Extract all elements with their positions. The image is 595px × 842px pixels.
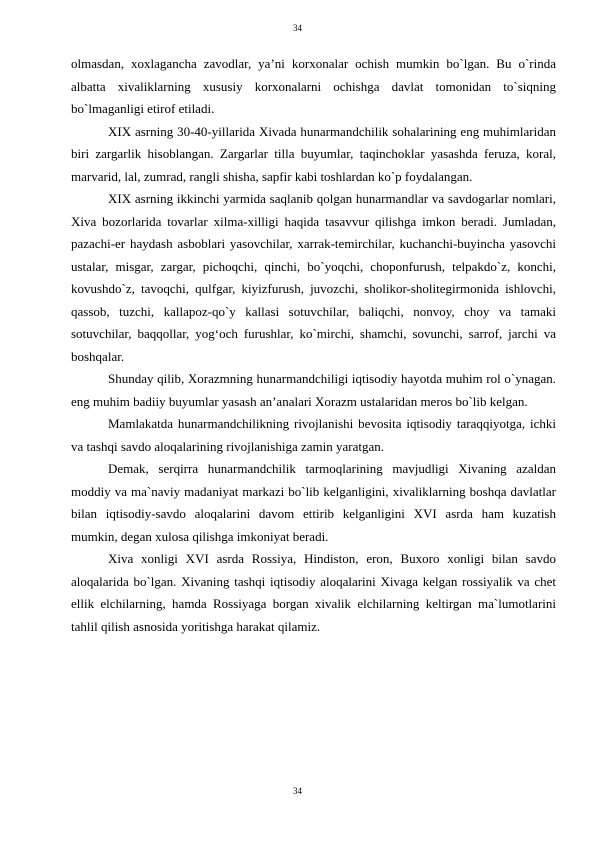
- paragraph-7: Xiva xonligi XVI asrda Rossiya, Hindiston, eron, Buxoro xonligi bilan savdo aloqalarida bo`lgan. Xivaning tashqi iqtisodiy aloqalarini Xivaga kelgan rossiyalik va chet ellik elchilarning, hamda Rossiyaga borgan xivalik elchilarning keltirgan ma`lumotlarini tahlil qilish asnosida yoritishga harakat qilamiz.: [71, 551, 556, 634]
- paragraph-6: Demak, serqirra hunarmandchilik tarmoqlarining mavjudligi Xivaning azaldan moddiy va ma`naviy madaniyat markazi bo`lib kelganligini, xivaliklarning boshqa davlatlar bilan iqtisodiy-savdo aloqalarini davom ettirib kelganligini XVI asrda ham kuzatish mumkin, degan xulosa qilishga imkoniyat beradi.: [71, 461, 556, 544]
- paragraph-4: Shunday qilib, Xorazmning hunarmandchiligi iqtisodiy hayotda muhim rol o`ynagan. eng muhim badiiy buyumlar yasash an’analari Xorazm ustalaridan meros bo`lib kelgan.: [71, 371, 556, 409]
- page-number-bottom: 34: [293, 786, 302, 796]
- paragraph-1: olmasdan, xoxlagancha zavodlar, ya’ni korxonalar ochish mumkin bo`lgan. Bu o`rinda albatta xivaliklarning xususiy korxonalarni ochishga davlat tomonidan to`siqning bo`lmaganligi etirof etiladi.: [71, 56, 556, 116]
- page-number-top: 34: [293, 23, 302, 33]
- paragraph-3: XIX asrning ikkinchi yarmida saqlanib qolgan hunarmandlar va savdogarlar nomlari, Xiva bozorlarida tovarlar xilma-xilligi haqida tasavvur qilishga imkon beradi. Jumladan, pazachi-er haydash asboblari yasovchilar, xarrak-temirchilar, kuchanchi-buyincha yasovchi ustalar, misgar, zargar, pichoqchi, qinchi, bo`yoqchi, choponfurush, telpakdo`z, konchi, kovushdo`z, tavoqchi, qulfgar, kiyizfurush, juvozchi, sholikor-sholitegirmonida ishlovchi, qassob, tuzchi, kallapoz-qo`y kallasi sotuvchilar, baliqchi, nonvoy, choy va tamaki sotuvchilar, baqqollar, yog‘och furushlar, ko`mirchi, shamchi, sovunchi, sarrof, jarchi va boshqalar.: [71, 191, 556, 364]
- document-body: [71, 53, 556, 638]
- paragraph-5: Mamlakatda hunarmandchilikning rivojlanishi bevosita iqtisodiy taraqqiyotga, ichki va tashqi savdo aloqalarining rivojlanishiga zamin yaratgan.: [71, 416, 556, 454]
- paragraph-2: XIX asrning 30-40-yillarida Xivada hunarmandchilik sohalarining eng muhimlaridan biri zargarlik hisoblangan. Zargarlar tilla buyumlar, taqinchoklar yasashda feruza, koral, marvarid, lal, zumrad, rangli shisha, sapfir kabi toshlardan ko`p foydalangan.: [71, 123, 556, 184]
